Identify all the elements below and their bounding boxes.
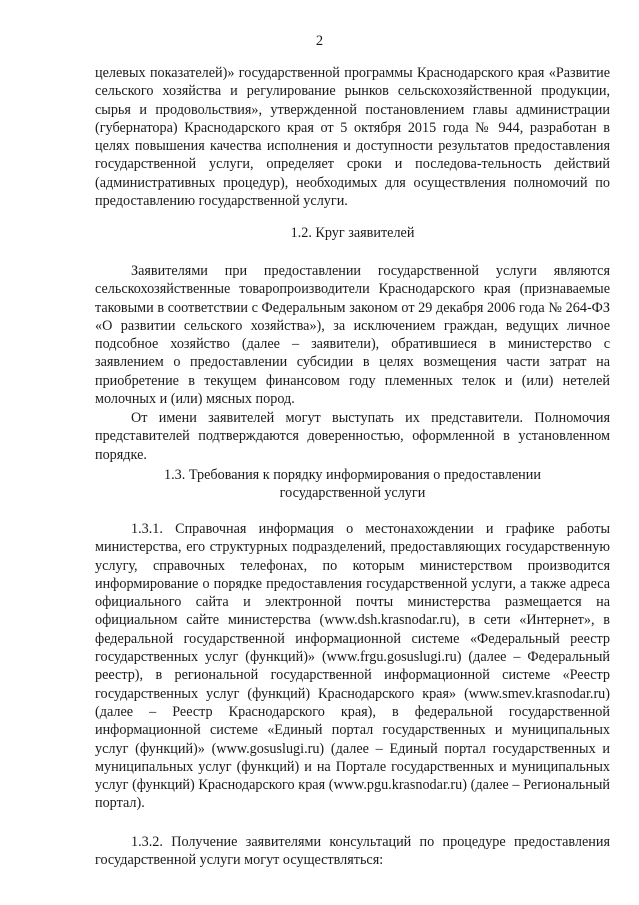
section-heading-1-3-line2: государственной услуги — [279, 485, 426, 502]
section-heading-1-3 — [95, 466, 610, 503]
paragraph-1-3-2-consultations: 1.3.2. Получение заявителями консультаций по процедуре предоставления государственной услуги могут осуществляться: — [95, 834, 610, 869]
paragraph-program-continuation: целевых показателей)» государственной программы Краснодарского края «Развитие сельского хозяйства и регулирование рынков сельскохозяйственной продукции, сырья и продовольствия», утвержденной постановлением главы администрации (губернатора) Краснодарского края от 5 октября 2015 года № 944, разработан в целях повышения качества исполнения и доступности результатов предоставления государственной услуги, определяет сроки и последова-тельность действий (административных процедур), необходимых для осуществления полномочий по предоставлению государственной услуги. — [95, 65, 610, 210]
paragraph-applicants: Заявителями при предоставлении государственной услуги являются сельскохозяйственные товаропроизводители Краснодарского края (признаваемые таковыми в соответствии с Федеральным законом от 29 декабря 2006 года № 264-ФЗ «О развитии сельского хозяйства»), за исключением граждан, ведущих личное подсобное хозяйство (далее – заявители), обратившиеся в министерство с заявлением о предоставлении субсидии в целях возмещения части затрат на приобретение в текущем финансовом году племенных телок и (или) нетелей молочных и (или) мясных пород. — [95, 263, 610, 408]
page-number: 2 — [315, 33, 324, 49]
paragraph-representatives: От имени заявителей могут выступать их представители. Полномочия представителей подтверждаются доверенностью, оформленной в установленном порядке. — [95, 410, 610, 463]
paragraph-1-3-1-reference-info: 1.3.1. Справочная информация о местонахождении и графике работы министерства, его структурных подразделений, предоставляющих государственную услугу, справочных телефонах, по которым министерством производится информирование о порядке предоставления государственной услуги, а также адреса официального сайта и электронной почты министерства размещается на официальном сайте министерства (www.dsh.krasnodar.ru), в сети «Интернет», в федеральной государственной информационной системе «Федеральный реестр государственных услуг (функций)» (www.frgu.gosuslugi.ru) (далее – Федеральный реестр), в региональной государственной информационной системе «Реестр государственных услуг (функций) Краснодарского края» (www.smev.krasnodar.ru) (далее – Реестр Краснодарского края), в федеральной государственной информационной системе «Единый портал государственных и муниципальных услуг (функций)» (www.gosuslugi.ru) (далее – Единый портал государственных и муниципальных услуг (функций) и на Портале государственных и муниципальных услуг (функций) Краснодарского края (www.pgu.krasnodar.ru) (далее – Региональный портал). — [95, 521, 610, 812]
section-heading-1-3-line1: 1.3. Требования к порядку информирования о предоставлении — [164, 467, 541, 483]
section-heading-1-2: 1.2. Круг заявителей — [290, 225, 415, 241]
